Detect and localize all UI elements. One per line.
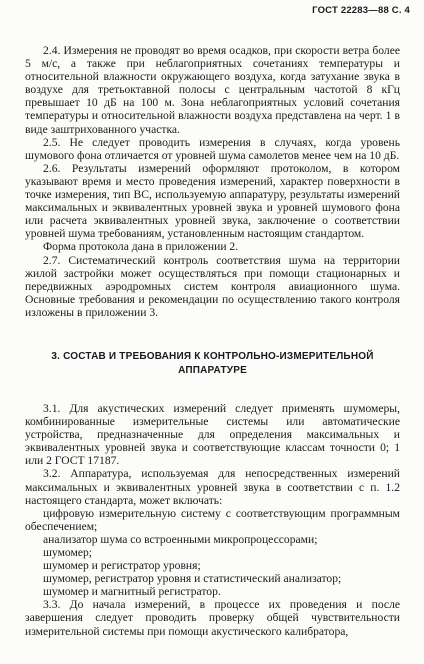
paragraph-2-5: 2.5. Не следует проводить измерения в случаях, когда уровень шумового фона отличается от уровней шума самолетов менее чем на 10 дБ. xyxy=(25,135,400,162)
list-item: шумомер и магнитный регистратор. xyxy=(43,585,221,599)
paragraph-2-7: 2.7. Систематический контроль соответствия шума на территории жилой застройки может осуществляться при помощи стационарных и передвижных аэродромных систем контроля авиационного шума. Основные требования и рекомендации по осуществлению такого контроля изложены в приложении 3. xyxy=(25,253,400,319)
paragraph-2-6: 2.6. Результаты измерений оформляют протоколом, в котором указывают время и место проведения измерений, характер поверхности в точке измерения, тип ВС, используемую аппаратуру, результаты измерений максимальных и эквивалентных уровней звука и уровней шумового фона или расчета эквивалентных уровней звука, заключение о соответствии уровней шума требованиям, установленным настоящим стандартом. xyxy=(25,161,400,241)
document-body xyxy=(25,44,400,638)
list-item: анализатор шума со встроенными микропроцессорами; xyxy=(43,532,318,546)
list-item: шумомер и регистратор уровня; xyxy=(43,559,201,573)
paragraph-3-3: 3.3. До начала измерений, в процессе их проведения и после завершения следует проводить проверку общей чувствительности измерительной системы при помощи акустического калибратора, xyxy=(25,598,400,638)
list-item: цифровую измерительную систему с соответствующим программным обеспечением; xyxy=(25,506,400,533)
list-item: шумомер, регистратор уровня и статистический анализатор; xyxy=(43,572,342,586)
section-heading: 3. СОСТАВ И ТРЕБОВАНИЯ К КОНТРОЛЬНО-ИЗМЕРИТЕЛЬНОЙ АППАРАТУРЕ xyxy=(51,350,374,376)
paragraph-3-2: 3.2. Аппаратура, используемая для непосредственных измерений максимальных и эквивалентных уровней звука в соответствии с п. 1.2 настоящего стандарта, может включать: xyxy=(25,467,400,507)
page-header: ГОСТ 22283—88 С. 4 xyxy=(312,5,410,16)
list-item: шумомер; xyxy=(43,546,92,559)
paragraph-2-4: 2.4. Измерения не проводят во время осадков, при скорости ветра более 5 м/с, а также при неблагоприятных сочетаниях температуры и относительной влажности окружающего воздуха, когда затухание звука в воздухе для третьоктавной полосы с центральным частотой 8 кГц превышает 10 дБ на 100 м. Зона неблагоприятных условий сочетания температуры и относительной влажности воздуха представлена на черт. 1 в виде заштрихованного участка. xyxy=(25,44,400,136)
paragraph-protocol-form: Форма протокола дана в приложении 2. xyxy=(43,240,239,254)
paragraph-3-1: 3.1. Для акустических измерений следует применять шумомеры, комбинированные измерительные системы или автоматические устройства, предназначенные для определения максимальных и эквивалентных уровней звука и соответствующие классам точности 0; 1 или 2 ГОСТ 17187. xyxy=(25,401,400,468)
